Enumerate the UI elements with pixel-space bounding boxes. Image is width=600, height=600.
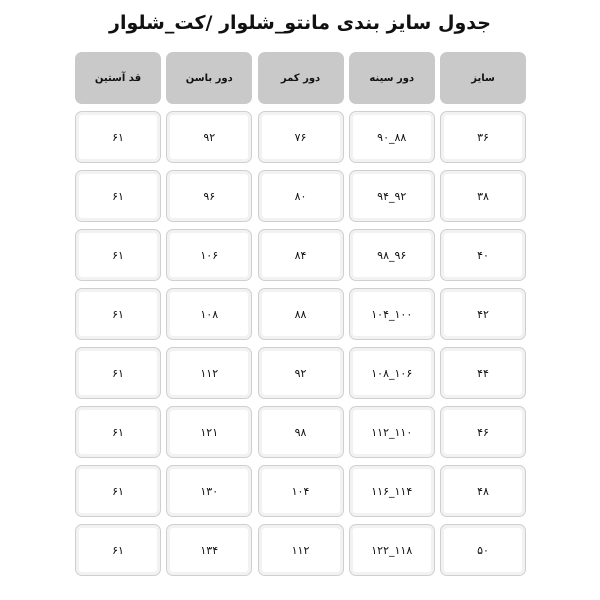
page-title: جدول سایز بندی مانتو_شلوار /کت_شلوار xyxy=(109,12,491,34)
table-cell-size: ۴۶ xyxy=(440,406,526,458)
table-cell-size: ۵۰ xyxy=(440,524,526,576)
header-sleeve: قد آستین xyxy=(75,52,161,104)
table-cell-waist: ۹۸ xyxy=(258,406,344,458)
table-cell-chest: ۱۰۰_۱۰۴ xyxy=(349,288,435,340)
table-cell-chest: ۸۸_۹۰ xyxy=(349,111,435,163)
table-cell-waist: ۷۶ xyxy=(258,111,344,163)
table-cell-size: ۳۶ xyxy=(440,111,526,163)
table-cell-size: ۴۰ xyxy=(440,229,526,281)
table-cell-sleeve: ۶۱ xyxy=(75,465,161,517)
table-cell-sleeve: ۶۱ xyxy=(75,406,161,458)
table-cell-waist: ۸۴ xyxy=(258,229,344,281)
table-cell-waist: ۸۰ xyxy=(258,170,344,222)
header-size: سایز xyxy=(440,52,526,104)
table-cell-hip: ۱۲۱ xyxy=(166,406,252,458)
table-cell-chest: ۱۰۶_۱۰۸ xyxy=(349,347,435,399)
table-cell-sleeve: ۶۱ xyxy=(75,524,161,576)
table-cell-sleeve: ۶۱ xyxy=(75,111,161,163)
table-cell-size: ۴۴ xyxy=(440,347,526,399)
header-waist: دور کمر xyxy=(258,52,344,104)
header-hip: دور باسن xyxy=(166,52,252,104)
table-cell-hip: ۹۲ xyxy=(166,111,252,163)
table-cell-sleeve: ۶۱ xyxy=(75,347,161,399)
table-cell-hip: ۱۳۰ xyxy=(166,465,252,517)
table-cell-hip: ۹۶ xyxy=(166,170,252,222)
table-cell-chest: ۹۲_۹۴ xyxy=(349,170,435,222)
header-chest: دور سینه xyxy=(349,52,435,104)
table-cell-waist: ۸۸ xyxy=(258,288,344,340)
table-cell-sleeve: ۶۱ xyxy=(75,229,161,281)
table-cell-chest: ۹۶_۹۸ xyxy=(349,229,435,281)
table-cell-waist: ۱۱۲ xyxy=(258,524,344,576)
table-cell-size: ۴۸ xyxy=(440,465,526,517)
table-cell-waist: ۱۰۴ xyxy=(258,465,344,517)
table-cell-hip: ۱۰۶ xyxy=(166,229,252,281)
table-cell-sleeve: ۶۱ xyxy=(75,288,161,340)
table-cell-size: ۳۸ xyxy=(440,170,526,222)
table-cell-hip: ۱۳۴ xyxy=(166,524,252,576)
table-cell-hip: ۱۱۲ xyxy=(166,347,252,399)
table-cell-hip: ۱۰۸ xyxy=(166,288,252,340)
table-cell-chest: ۱۱۰_۱۱۲ xyxy=(349,406,435,458)
table-cell-waist: ۹۲ xyxy=(258,347,344,399)
table-cell-chest: ۱۱۴_۱۱۶ xyxy=(349,465,435,517)
table-cell-size: ۴۲ xyxy=(440,288,526,340)
table-cell-chest: ۱۱۸_۱۲۲ xyxy=(349,524,435,576)
size-table xyxy=(75,52,526,576)
table-cell-sleeve: ۶۱ xyxy=(75,170,161,222)
